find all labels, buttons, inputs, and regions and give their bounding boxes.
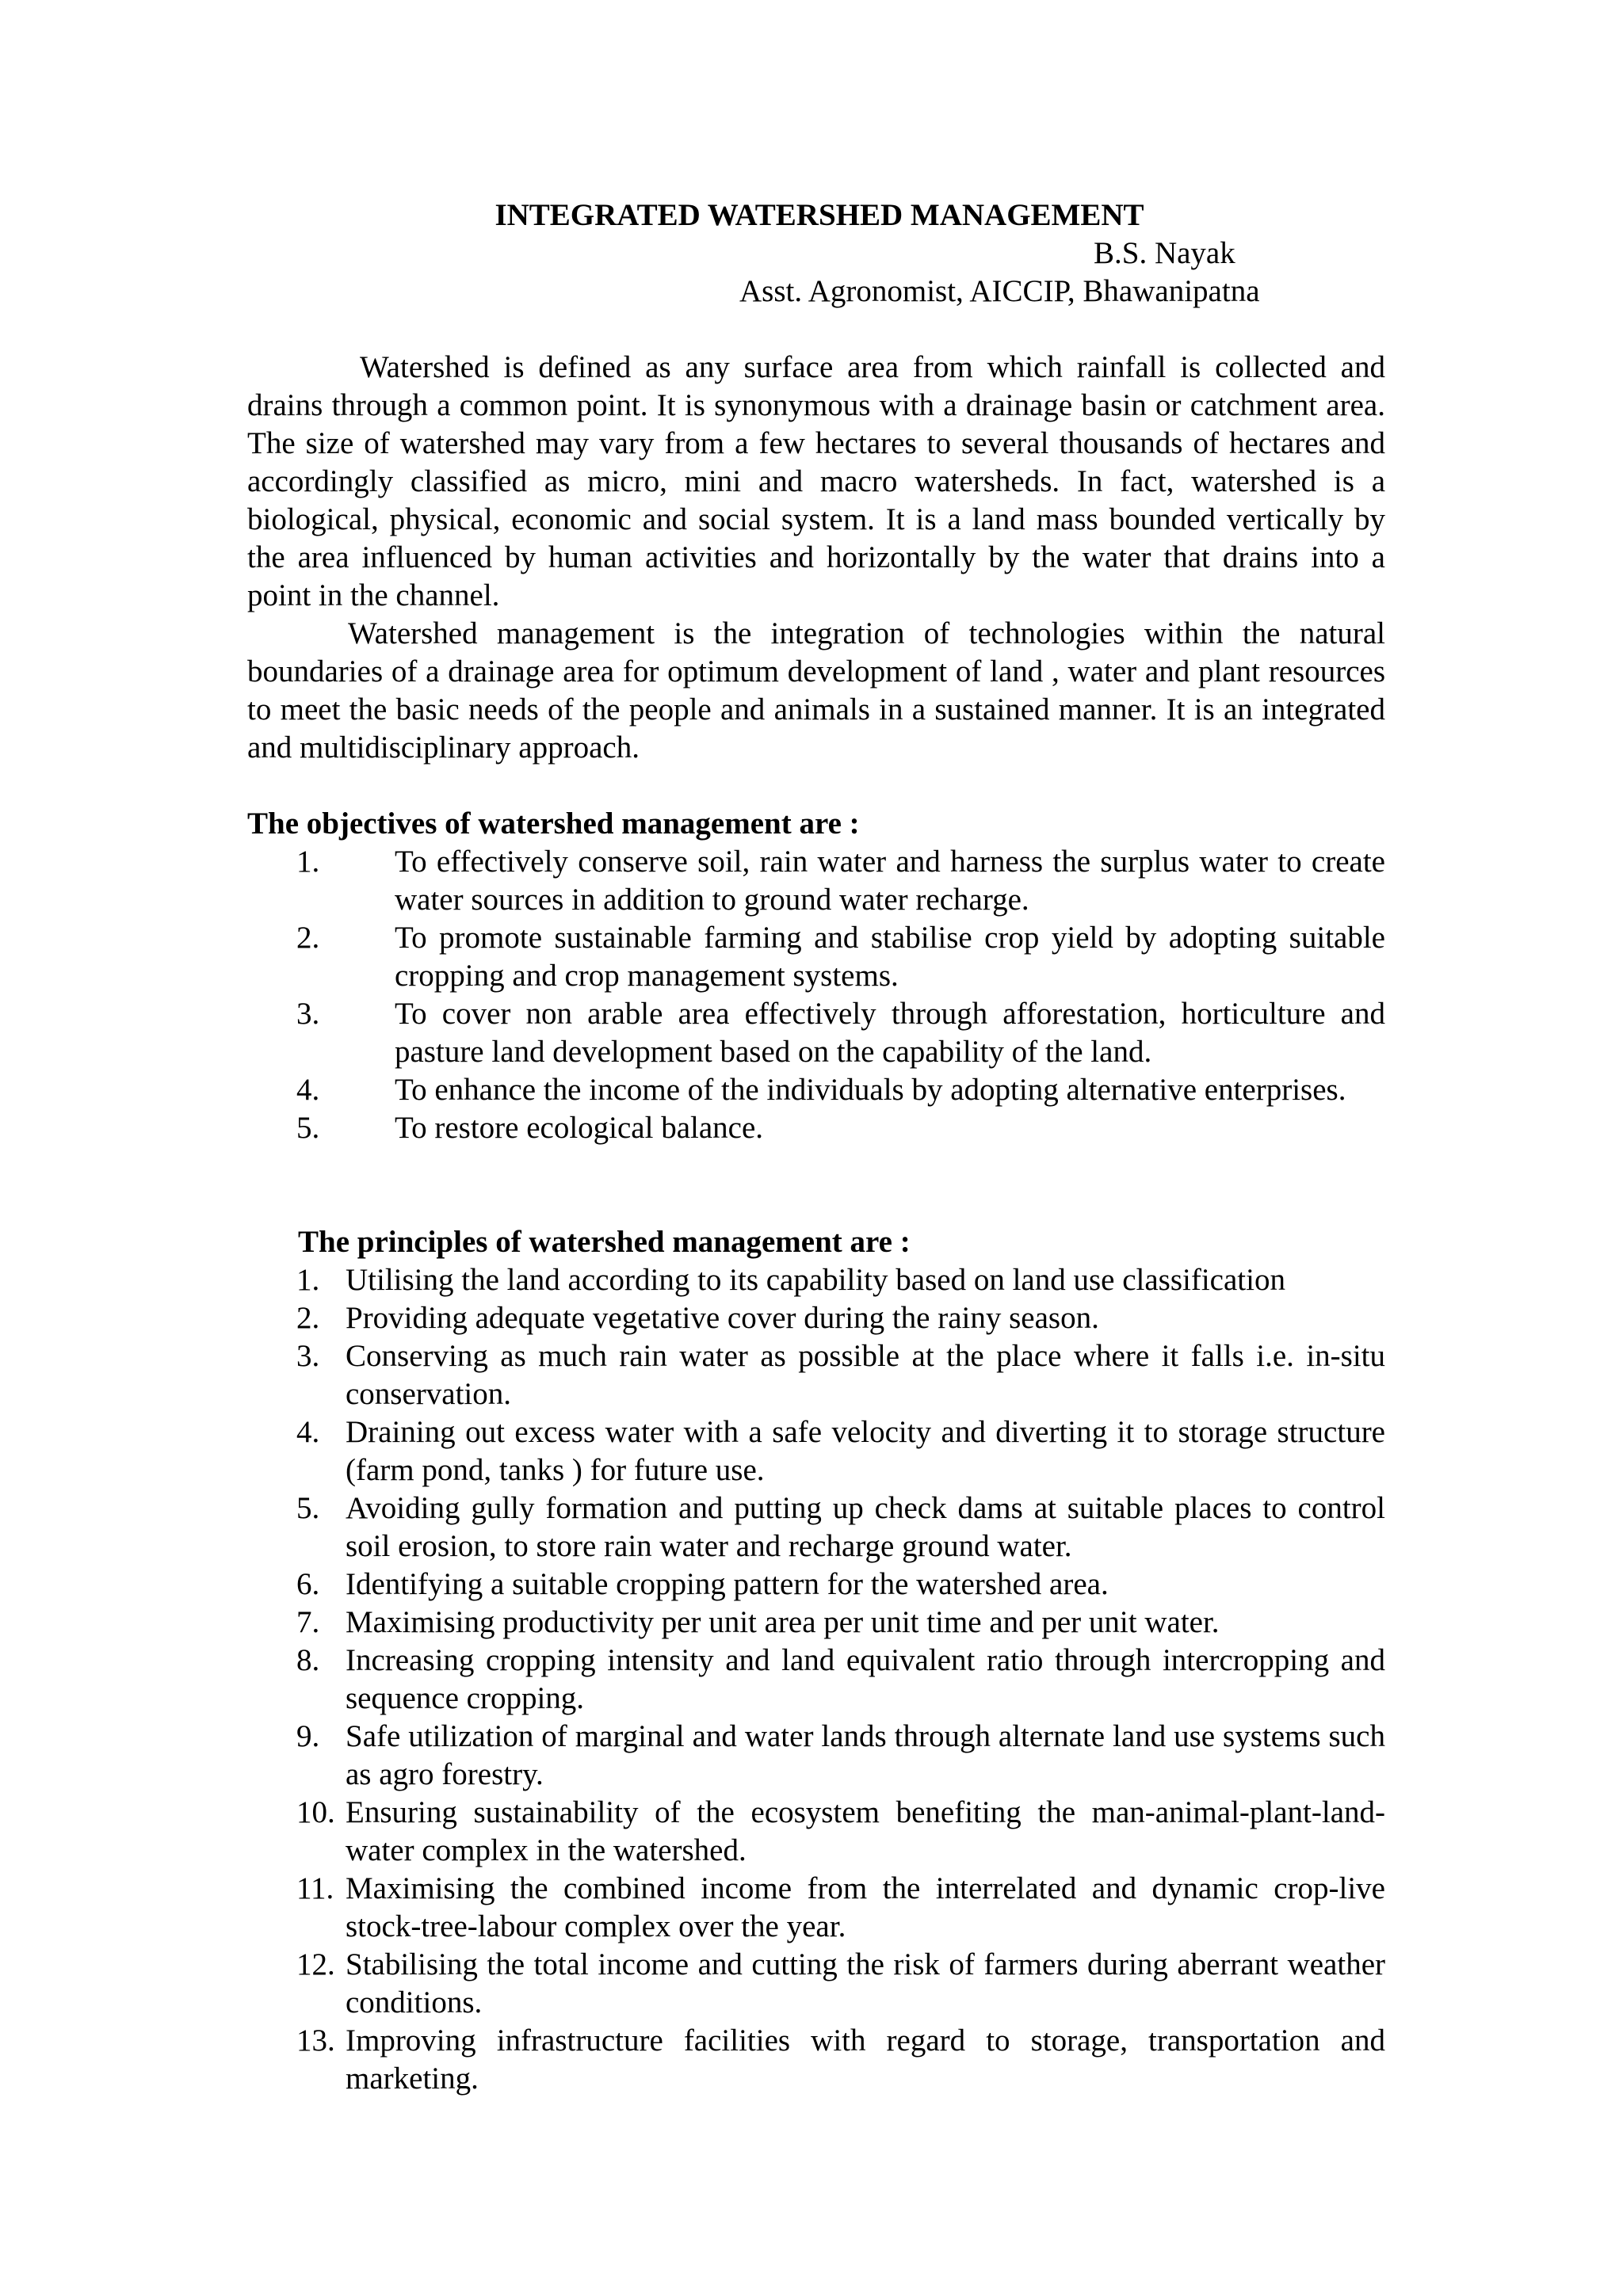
list-item-number: 5. (296, 1111, 320, 1145)
list-item-number: 1. (296, 845, 320, 879)
list-item-text: To effectively conserve soil, rain water and harness the surplus water to create water sources in addition to ground water recharge. (395, 845, 1385, 917)
document-title: INTEGRATED WATERSHED MANAGEMENT (495, 198, 1144, 232)
list-item (296, 1870, 1385, 1946)
list-item-number: 8. (296, 1643, 320, 1677)
principles-list (296, 1261, 1385, 2098)
list-item-text: Maximising productivity per unit area per unit time and per unit water. (346, 1605, 1220, 1639)
list-item-text: Draining out excess water with a safe velocity and diverting it to storage structure (farm pond, tanks ) for future use. (346, 1415, 1385, 1487)
list-item-number: 3. (296, 1339, 320, 1373)
objectives-heading: The objectives of watershed management are : (247, 807, 860, 841)
list-item (296, 995, 1385, 1071)
list-item (296, 1337, 1385, 1413)
list-item-text: Avoiding gully formation and putting up check dams at suitable places to control soil erosion, to store rain water and recharge ground water. (346, 1491, 1385, 1563)
list-item-text: To promote sustainable farming and stabilise crop yield by adopting suitable cropping and crop management systems. (395, 921, 1385, 993)
list-item-number: 2. (296, 1301, 320, 1335)
list-item (296, 843, 1385, 919)
list-item-number: 4. (296, 1415, 320, 1449)
list-item-number: 6. (296, 1567, 320, 1601)
list-item-text: Providing adequate vegetative cover during the rainy season. (346, 1301, 1099, 1335)
list-item-number: 13. (296, 2023, 335, 2058)
list-item (296, 1794, 1385, 1870)
list-item (296, 1109, 1385, 1147)
list-item-number: 7. (296, 1605, 320, 1639)
principles-heading: The principles of watershed management are : (298, 1225, 911, 1259)
list-item-number: 9. (296, 1719, 320, 1753)
list-item-text: Utilising the land according to its capability based on land use classification (346, 1263, 1285, 1297)
list-item (296, 1946, 1385, 2022)
paragraph-definition: Watershed is defined as any surface area from which rainfall is collected and drains through a common point. It is synonymous with a drainage basin or catchment area. The size of watershed may vary from a few hectares to several thousands of hectares and accordingly classified as micro, mini and macro watersheds. In fact, watershed is a biological, physical, economic and social system. It is a land mass bounded vertically by the area influenced by human activities and horizontally by the water that drains into a point in the channel. (247, 350, 1385, 612)
list-item-number: 1. (296, 1263, 320, 1297)
list-item (296, 1604, 1385, 1642)
list-item (296, 1413, 1385, 1489)
list-item (296, 1642, 1385, 1718)
list-item-number: 5. (296, 1491, 320, 1525)
list-item-number: 12. (296, 1947, 335, 1981)
list-item (296, 919, 1385, 995)
list-item-text: Conserving as much rain water as possible at the place where it falls i.e. in-situ conservation. (346, 1339, 1385, 1411)
list-item-text: Safe utilization of marginal and water lands through alternate land use systems such as agro forestry. (346, 1719, 1385, 1791)
list-item-text: Improving infrastructure facilities with regard to storage, transportation and marketing. (346, 2023, 1385, 2096)
list-item (296, 1261, 1385, 1299)
objectives-list (296, 843, 1385, 1147)
list-item-text: To enhance the income of the individuals by adopting alternative enterprises. (395, 1073, 1346, 1107)
list-item (296, 1489, 1385, 1566)
list-item-text: Stabilising the total income and cutting the risk of farmers during aberrant weather conditions. (346, 1947, 1385, 2019)
list-item-text: Identifying a suitable cropping pattern for the watershed area. (346, 1567, 1109, 1601)
list-item (296, 1718, 1385, 1794)
list-item-text: To cover non arable area effectively through afforestation, horticulture and pasture land development based on the capability of the land. (395, 997, 1385, 1069)
list-item-number: 11. (296, 1871, 334, 1905)
list-item-text: Ensuring sustainability of the ecosystem benefiting the man-animal-plant-land-water complex in the watershed. (346, 1795, 1385, 1867)
author-affiliation: Asst. Agronomist, AICCIP, Bhawanipatna (739, 274, 1260, 308)
list-item-number: 10. (296, 1795, 335, 1829)
list-item-number: 2. (296, 921, 320, 955)
list-item (296, 1566, 1385, 1604)
list-item-number: 3. (296, 997, 320, 1031)
author-name: B.S. Nayak (1094, 236, 1235, 270)
list-item (296, 1299, 1385, 1337)
list-item-text: To restore ecological balance. (395, 1111, 764, 1145)
list-item-text: Increasing cropping intensity and land equivalent ratio through intercropping and sequence cropping. (346, 1643, 1385, 1715)
list-item (296, 1071, 1385, 1109)
list-item-number: 4. (296, 1073, 320, 1107)
list-item-text: Maximising the combined income from the interrelated and dynamic crop-live stock-tree-labour complex over the year. (346, 1871, 1385, 1943)
paragraph-management: Watershed management is the integration of technologies within the natural boundaries of a drainage area for optimum development of land , water and plant resources to meet the basic needs of the people and animals in a sustained manner. It is an integrated and multidisciplinary approach. (247, 616, 1385, 765)
list-item (296, 2022, 1385, 2098)
